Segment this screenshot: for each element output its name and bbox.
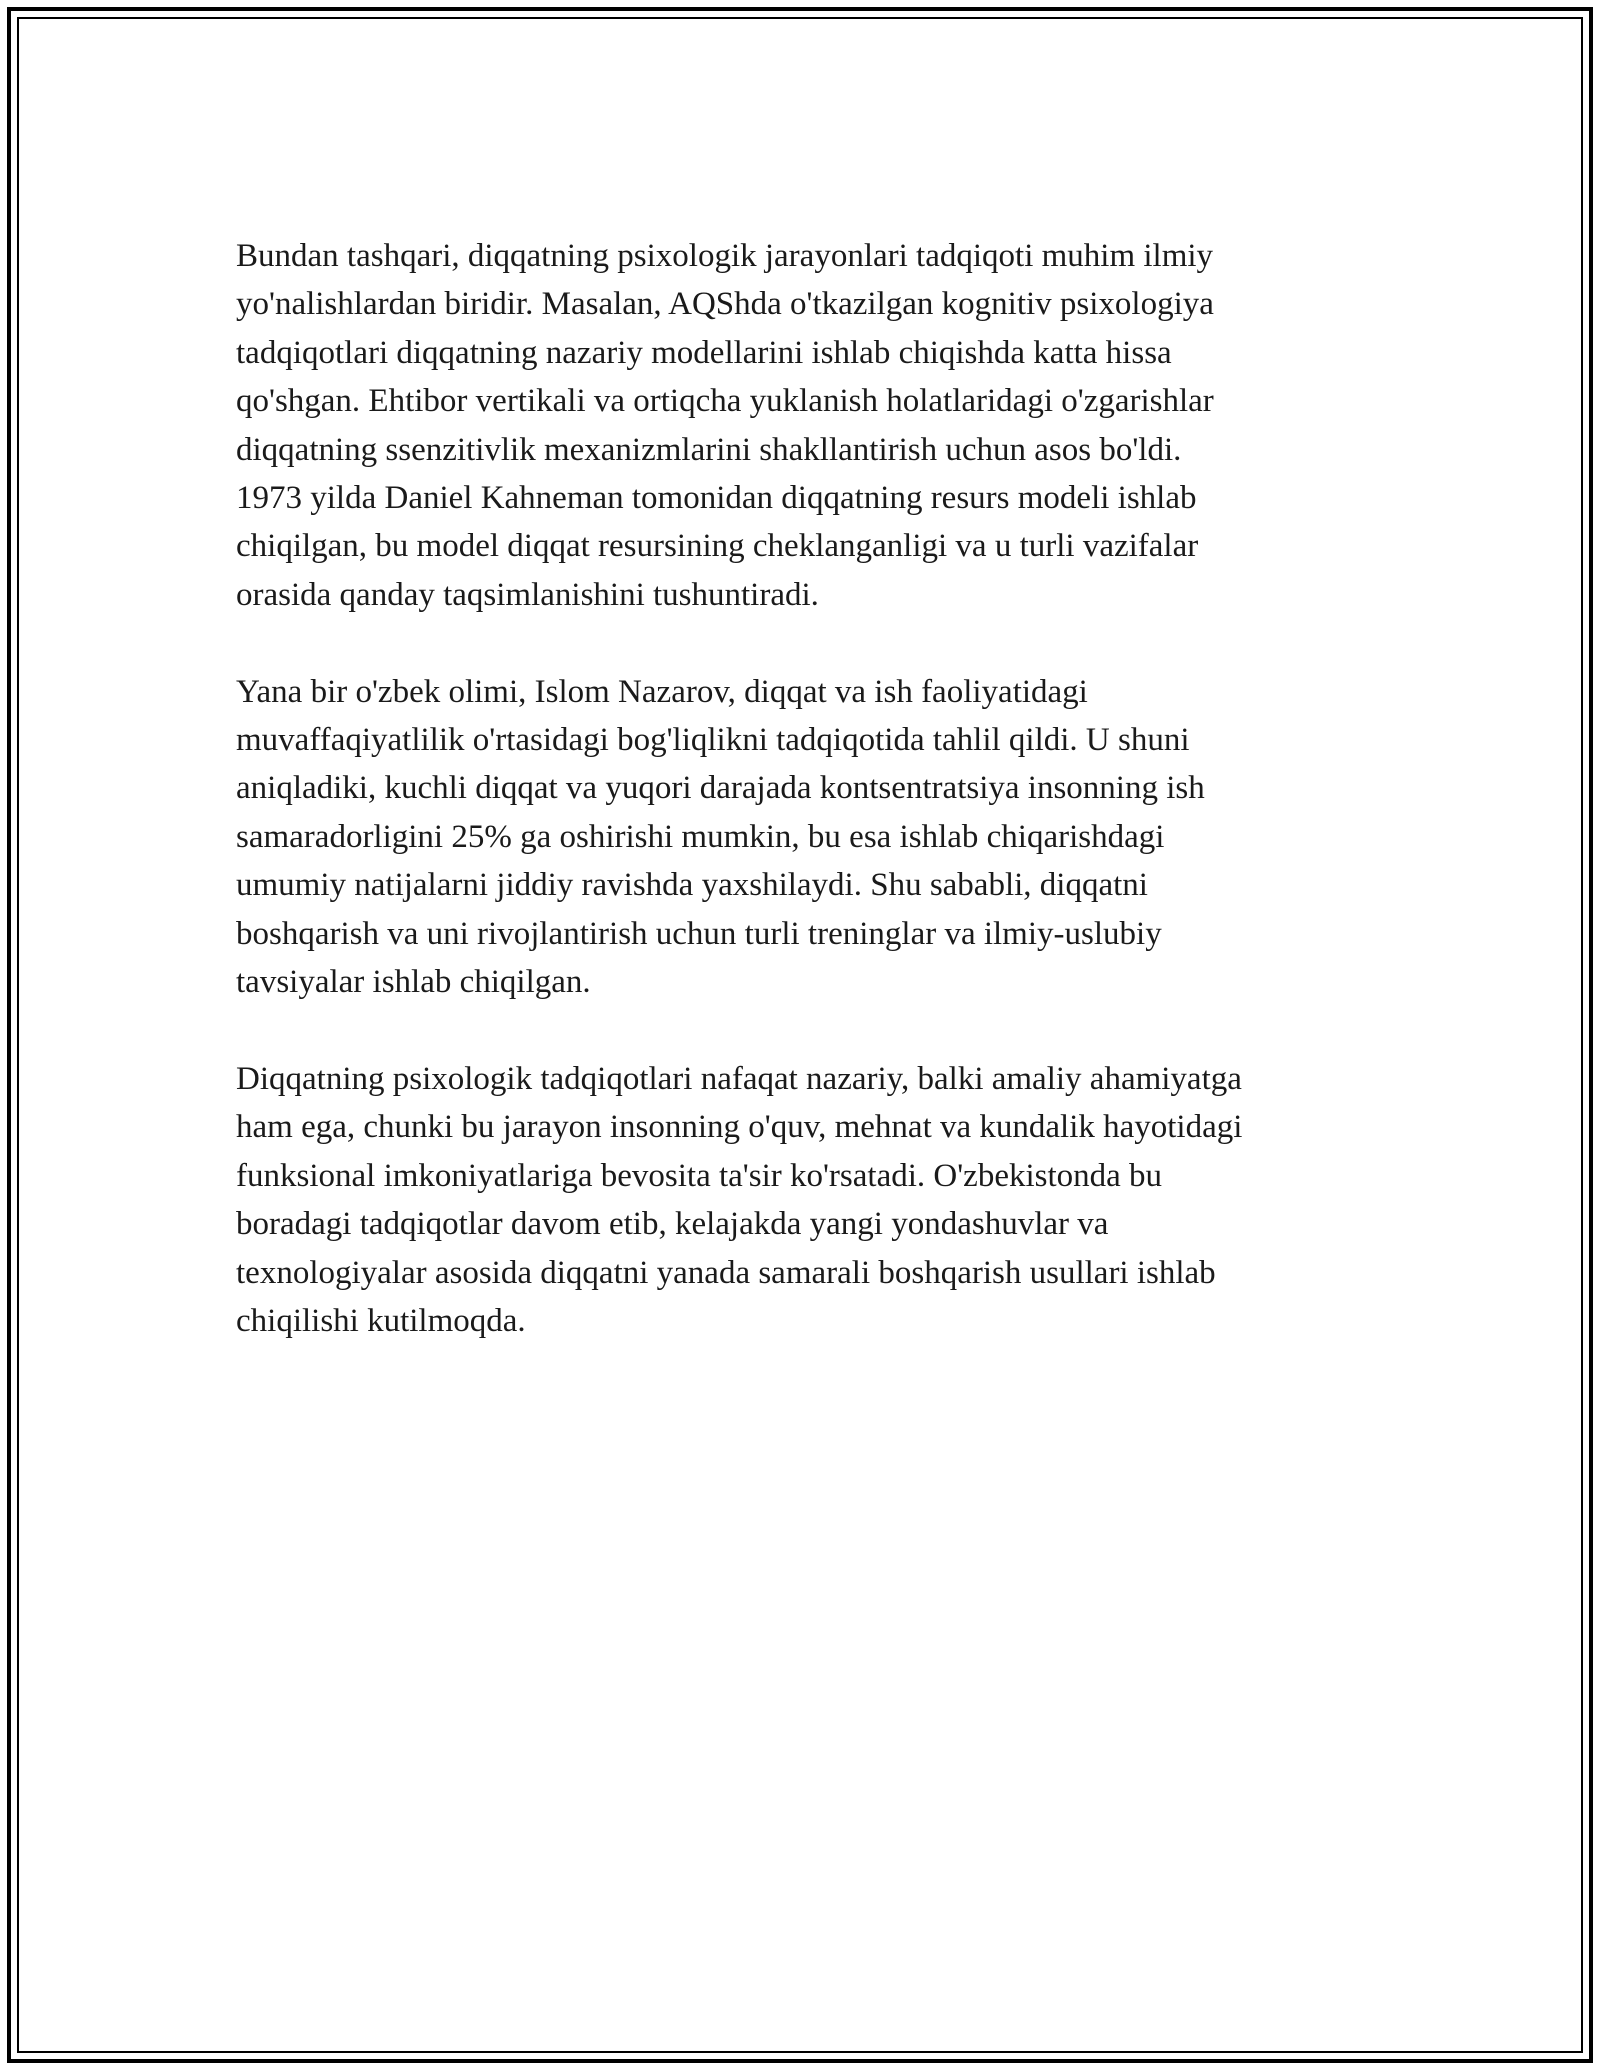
paragraph-3: Diqqatning psixologik tadqiqotlari nafaqat nazariy, balki amaliy ahamiyatga ham ega, chunki bu jarayon insonning o'quv, mehnat va kundalik hayotidagi funksional imkoniyatlariga bevosita ta'sir ko'rsatadi. O'zbekistonda bu boradagi tadqiqotlar davom etib, kelajakda yangi yondashuvlar va texnologiyalar asosida diqqatni yanada samarali boshqarish usullari ishlab chiqilishi kutilmoqda. [236, 1060, 1243, 1339]
paragraph-2: Yana bir o'zbek olimi, Islom Nazarov, diqqat va ish faoliyatidagi muvaffaqiyatlilik o'rtasidagi bog'liqlikni tadqiqotida tahlil qildi. U shuni aniqladiki, kuchli diqqat va yuqori darajada kontsentratsiya insonning ish samaradorligini 25% ga oshirishi mumkin, bu esa ishlab chiqarishdagi umumiy natijalarni jiddiy ravishda yaxshilaydi. Shu sababli, diqqatni boshqarish va uni rivojlantirish uchun turli treninglar va ilmiy-uslubiy tavsiyalar ishlab chiqilgan. [236, 673, 1205, 1001]
paragraph-1: Bundan tashqari, diqqatning psixologik jarayonlari tadqiqoti muhim ilmiy yo'nalishlardan biridir. Masalan, AQShda o'tkazilgan kognitiv psixologiya tadqiqotlari diqqatning nazariy modellarini ishlab chiqishda katta hissa qo'shgan. Ehtibor vertikali va ortiqcha yuklanish holatlaridagi o'zgarishlar diqqatning ssenzitivlik mexanizmlarini shakllantirish uchun asos bo'ldi. 1973 yilda Daniel Kahneman tomonidan diqqatning resurs modeli ishlab chiqilgan, bu model diqqat resursining cheklanganligi va u turli vazifalar orasida qanday taqsimlanishini tushuntiradi. [236, 238, 1214, 613]
document-body [236, 232, 1376, 1394]
